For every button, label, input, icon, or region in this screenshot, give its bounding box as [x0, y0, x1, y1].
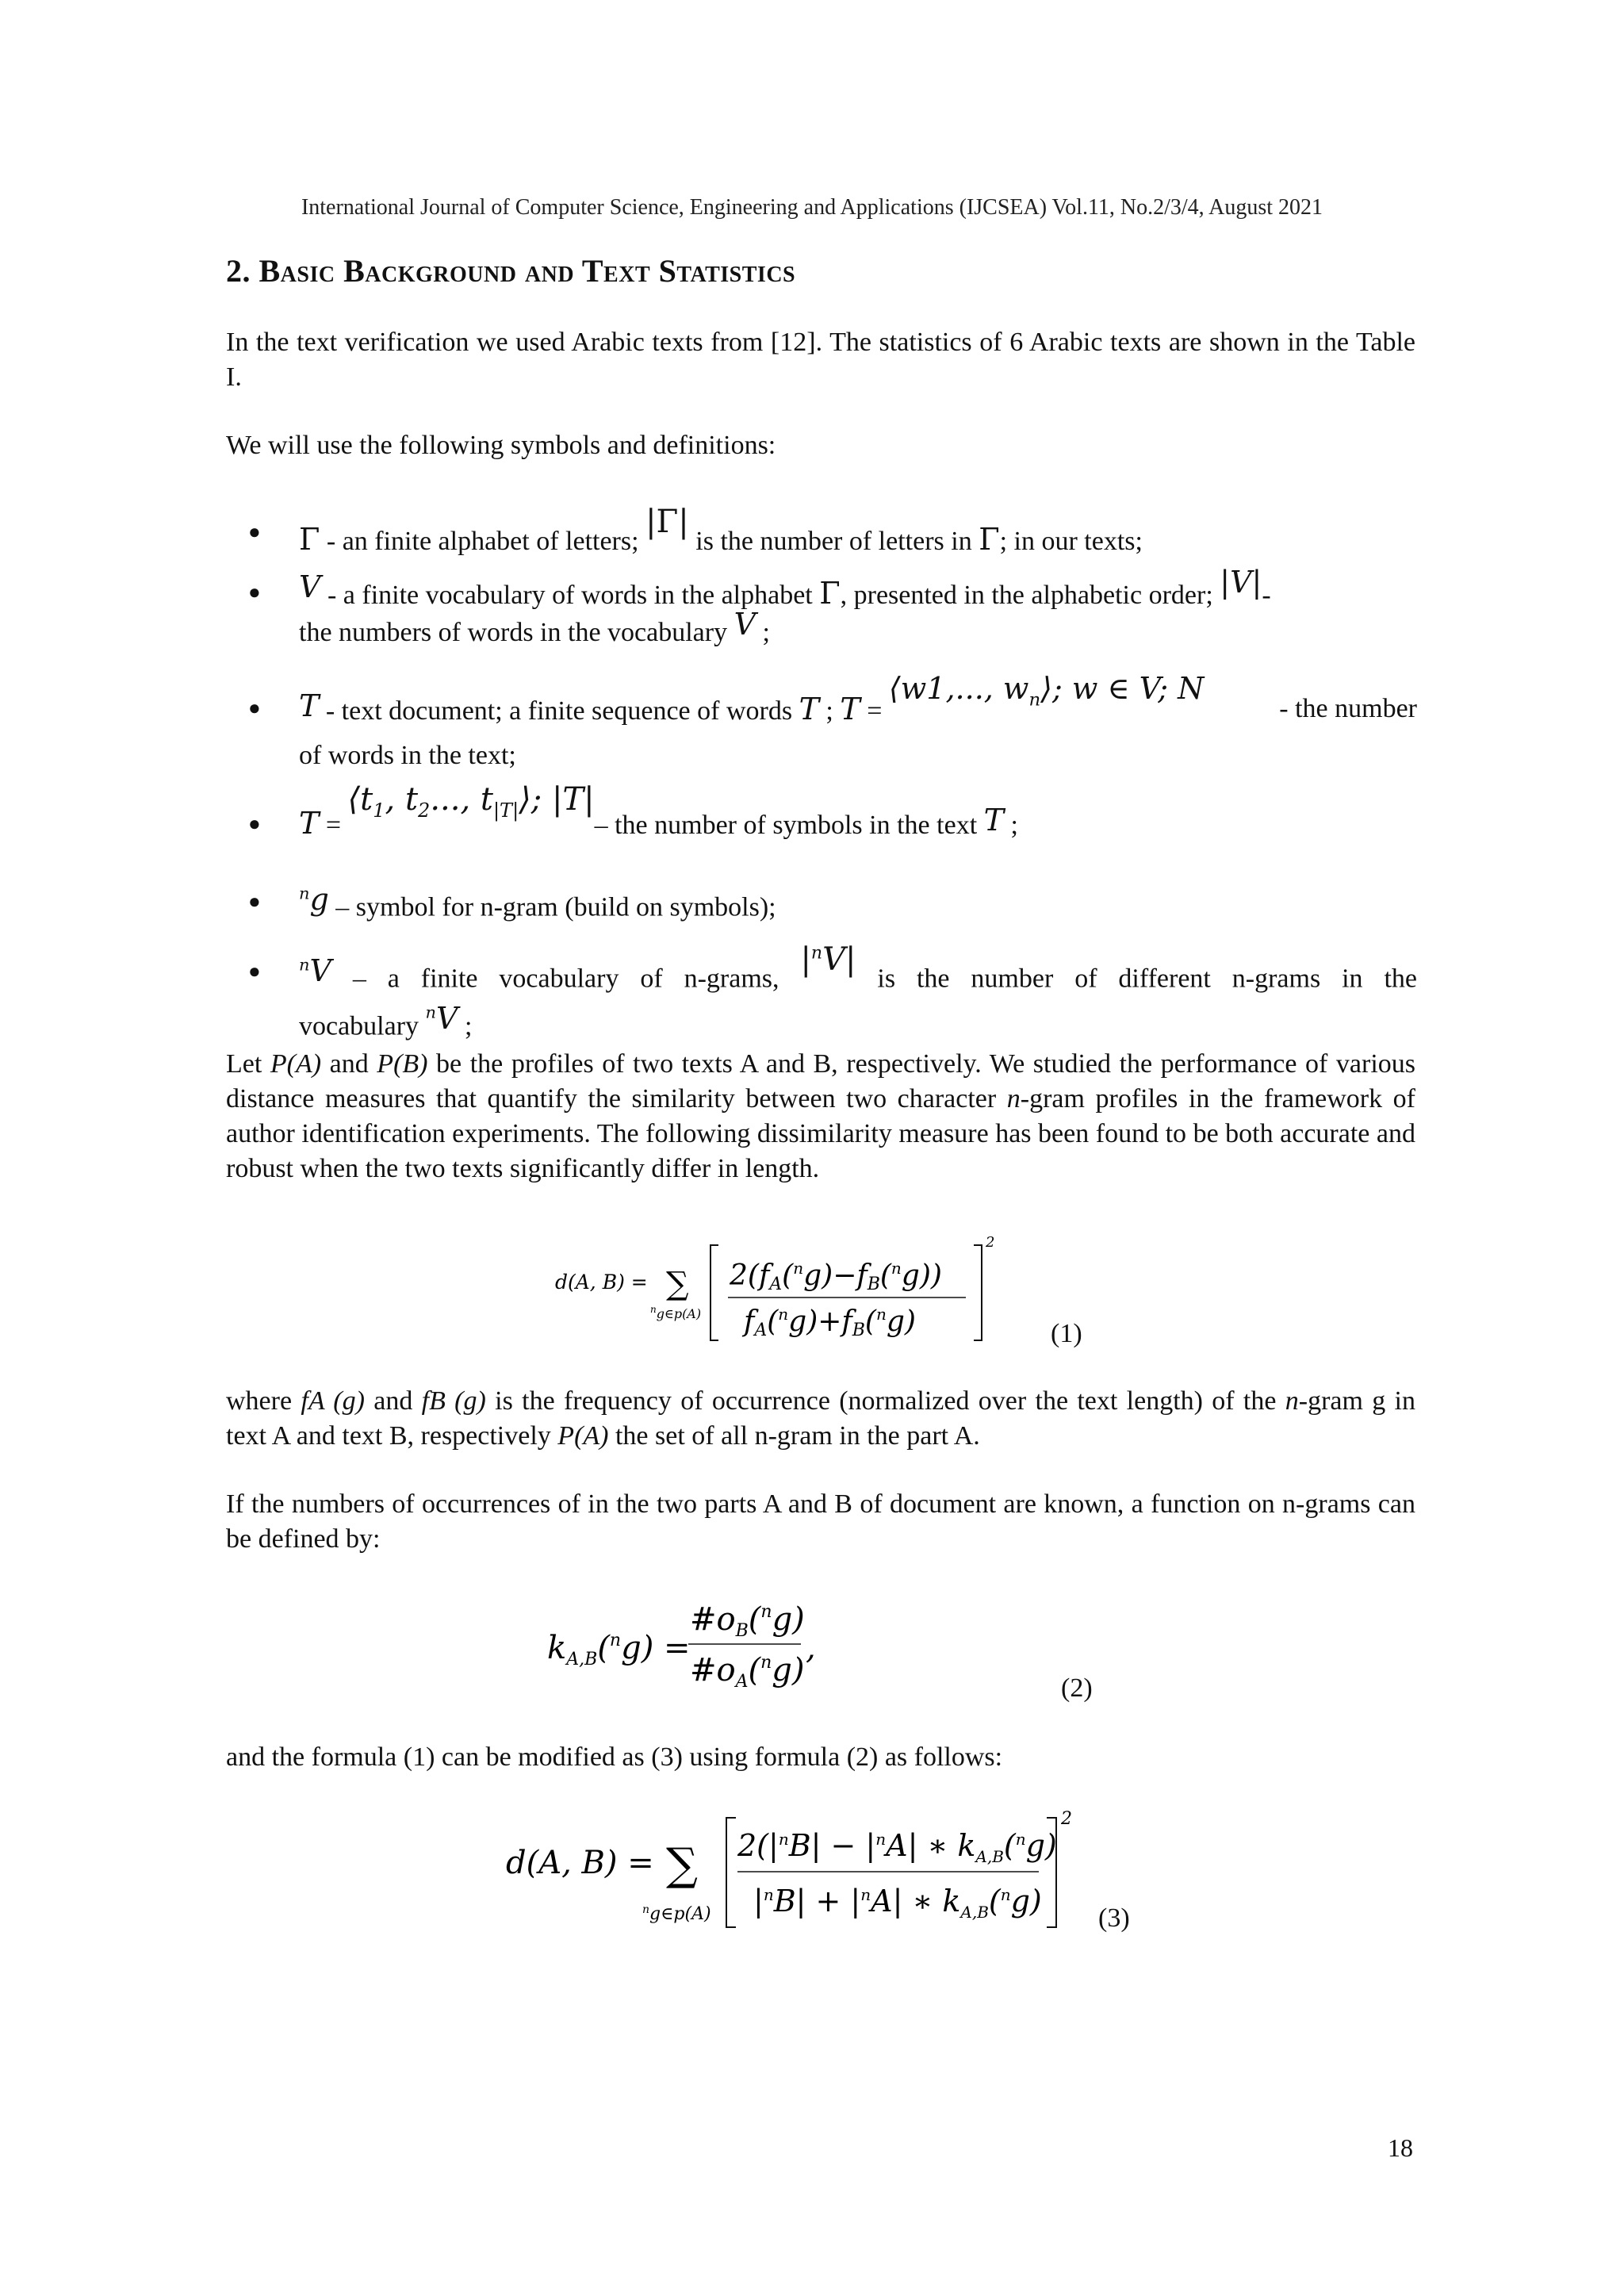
- math-t: T: [799, 692, 819, 726]
- math-ngram-vocabulary: $^n$V: [299, 953, 331, 988]
- svg-text:2: 2: [1061, 1809, 1072, 1829]
- svg-text:#oA(ng): $\#o_A(^ng)$: [690, 1652, 805, 1692]
- svg-text:#oB(ng): $\#o_B(^ng)$: [690, 1601, 805, 1641]
- math-gamma: Γ: [979, 522, 1000, 557]
- svg-text:d(A, B) =: d(A, B) =: [506, 1845, 654, 1881]
- math-gamma: Γ: [819, 576, 841, 611]
- section-number: 2.: [226, 253, 251, 289]
- equation-2: [539, 1590, 872, 1693]
- equation-3-number: (3): [1098, 1903, 1130, 1933]
- paragraph-frequency: where fA (g) and fB (g) is the frequency of occurrence (normalized over the text length) of the n-gram g in text A and text B, respectively P(A) the set of all n-gram in the part A.: [226, 1386, 1415, 1451]
- math-v: V: [733, 607, 756, 642]
- section-title-text: Basic Background and Text Statistics: [259, 253, 796, 289]
- math-v: V: [299, 569, 321, 604]
- equation-1: [547, 1229, 1007, 1348]
- bullet-dot: ●: [248, 890, 261, 913]
- bullet-dot: ●: [248, 696, 261, 719]
- svg-text:∑: ∑: [666, 1839, 698, 1891]
- svg-text:2(fA(ng)−fB(ng)): 2(fA($^n$g)−fB($^n$g)): [730, 1259, 942, 1294]
- math-abs-gamma: |Γ|: [645, 504, 689, 540]
- math-t: T: [299, 806, 320, 841]
- math-gamma: Γ: [299, 522, 320, 557]
- math-t: T: [299, 688, 320, 723]
- svg-text:2(|nB| − |nA| ∗ kA,B(ng): $2(|^nB| - |^nA|$ ∗ $k_{A,B}(^ng)$: [737, 1828, 1057, 1866]
- equation-2-number: (2): [1061, 1673, 1093, 1703]
- page-number: 18: [1388, 2133, 1413, 2162]
- bullet-dot: ●: [248, 581, 261, 604]
- section-heading: [226, 252, 795, 289]
- equation-1-number: (1): [1051, 1319, 1082, 1348]
- bullet-dot: ●: [248, 960, 261, 983]
- math-t-def: T: [840, 692, 860, 726]
- svg-text:∑: ∑: [666, 1266, 689, 1302]
- svg-text:|nB| + |nA| ∗ kA,B(ng): $|^nB| + |^nA|$ ∗ $k_{A,B}(^ng)$: [753, 1884, 1042, 1922]
- paragraph-symbols-intro: We will use the following symbols and definitions:: [226, 431, 776, 460]
- bullet-dot: ●: [248, 520, 261, 543]
- bullet-dot: ●: [248, 812, 261, 835]
- svg-text:fA(ng)+fB(ng): fA($^n$g)+fB($^n$g): [744, 1305, 916, 1340]
- math-ngram-symbol: $^n$g: [299, 881, 329, 917]
- paragraph-intro: In the text verification we used Arabic texts from [12]. The statistics of 6 Arabic texts are shown in the Table I.: [226, 328, 1415, 392]
- svg-text:,: ,: [806, 1630, 816, 1666]
- paragraph-occurrences: If the numbers of occurrences of in the two parts A and B of document are known, a function on n-grams can be defined by:: [226, 1489, 1415, 1554]
- math-abs-v: |V|: [1220, 565, 1262, 600]
- math-ngram-vocabulary: $^n$V: [425, 1000, 458, 1036]
- svg-text:kA,B(ng) =: $k_{A,B}(^ng)$ =: [547, 1630, 691, 1669]
- paragraph-formula-modified: and the formula (1) can be modified as (3) using formula (2) as follows:: [226, 1742, 1003, 1772]
- math-symbol-sequence: $⟨t_1$, $t_2$..., $t_{|T|}⟩$; |T|: [347, 781, 595, 822]
- svg-text:2: 2: [986, 1234, 995, 1251]
- paragraph-profiles: Let P(A) and P(B) be the profiles of two texts A and B, respectively. We studied the performance of various distance measures that quantify the similarity between two character n-gram profiles in the framework of author identification experiments. The following dissimilarity measure has been found to be both accurate and robust when the two texts significantly differ in length.: [226, 1049, 1415, 1183]
- math-abs-ngram-vocabulary: $|^nV|$: [800, 941, 856, 978]
- equation-3: [500, 1800, 1086, 1935]
- math-word-sequence: ⟨w1,..., $w_n⟩$; w ∈ V; N: [888, 671, 1205, 711]
- svg-text:ng∈p(A): $^n$g∈p(A): [650, 1304, 702, 1321]
- svg-text:ng∈p(A): $^n$g∈p(A): [642, 1903, 711, 1924]
- journal-header: International Journal of Computer Science, Engineering and Applications (IJCSEA) Vol.11, No.2/3/4, August 2021: [301, 195, 1323, 220]
- math-t: T: [983, 803, 1004, 838]
- svg-text:d(A, B) =: d(A, B) =: [555, 1271, 648, 1294]
